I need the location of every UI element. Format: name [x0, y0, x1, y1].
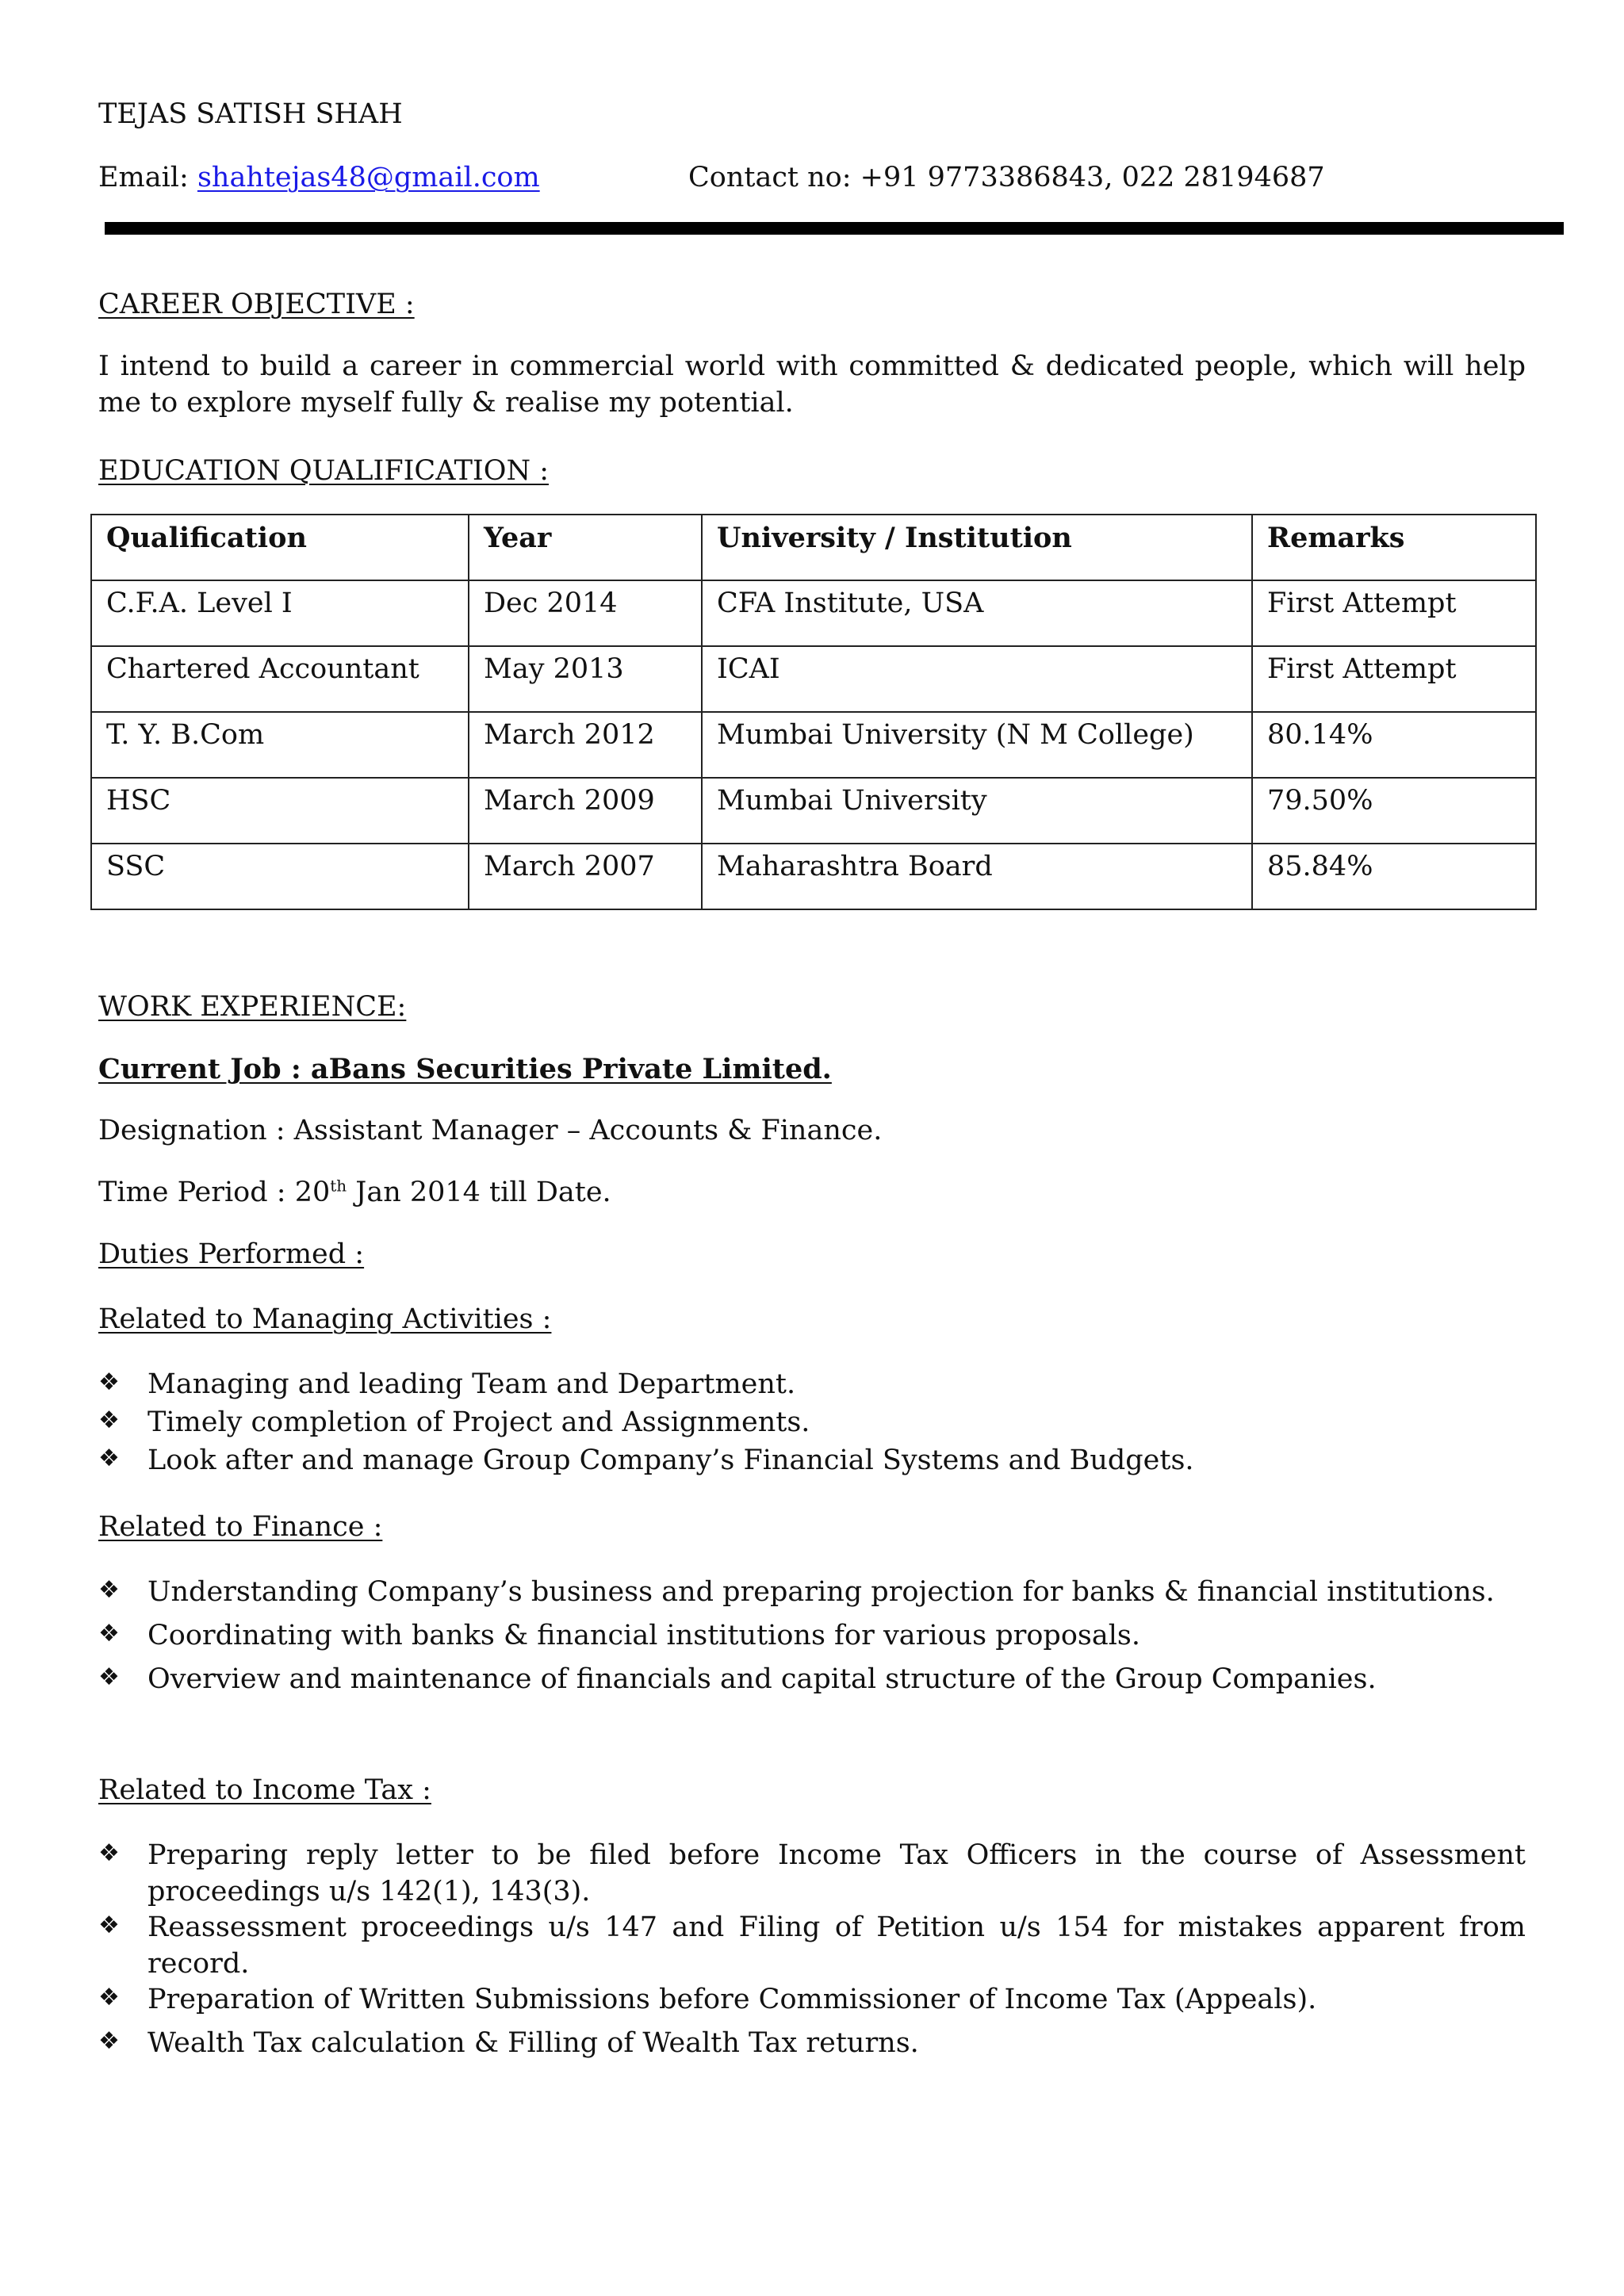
institution-cell: Mumbai University	[702, 778, 1252, 844]
table-row	[91, 580, 1536, 646]
qualification-cell: T. Y. B.Com	[91, 712, 469, 778]
table-row	[91, 646, 1536, 712]
column-header: University / Institution	[702, 515, 1252, 580]
remarks-cell: First Attempt	[1252, 580, 1536, 646]
duties-heading: Duties Performed :	[98, 1238, 365, 1270]
list-item: ❖ Managing and leading Team and Department.	[98, 1368, 796, 1400]
list-item: ❖ Look after and manage Group Company’s Financial Systems and Budgets.	[98, 1445, 1194, 1476]
email-link[interactable]: shahtejas48@gmail.com	[197, 162, 540, 193]
bullet-icon: ❖	[98, 1576, 120, 1604]
year-cell: March 2007	[469, 844, 702, 909]
year-cell: March 2009	[469, 778, 702, 844]
institution-cell: CFA Institute, USA	[702, 580, 1252, 646]
time-period-text	[98, 1175, 611, 1211]
current-job-title: Current Job : aBans Securities Private Limited.	[98, 1053, 832, 1085]
managing-heading: Related to Managing Activities :	[98, 1303, 552, 1335]
table-row	[91, 844, 1536, 909]
list-item: ❖ Wealth Tax calculation & Filling of Wealth Tax returns.	[98, 2027, 919, 2059]
bullet-icon: ❖	[98, 1984, 120, 2011]
bullet-icon: ❖	[98, 1911, 120, 1939]
finance-list	[98, 1575, 1526, 1705]
career-objective-text: I intend to build a career in commercial world with committed & dedicated people, which will help me to explore myself fully & realise my potential.	[98, 350, 1526, 419]
income-tax-heading: Related to Income Tax :	[98, 1774, 431, 1806]
list-item: ❖ Reassessment proceedings u/s 147 and Filing of Petition u/s 154 for mistakes apparent from record.	[98, 1911, 1526, 1980]
bullet-icon: ❖	[98, 1663, 120, 1691]
table-row	[91, 712, 1536, 778]
year-cell: May 2013	[469, 646, 702, 712]
time-period-prefix: Time Period : 20	[98, 1177, 331, 1208]
column-header: Remarks	[1252, 515, 1536, 580]
institution-cell: ICAI	[702, 646, 1252, 712]
remarks-cell: 80.14%	[1252, 712, 1536, 778]
time-period-superscript: th	[330, 1176, 347, 1196]
bullet-icon: ❖	[98, 1406, 120, 1434]
table-row	[91, 778, 1536, 844]
column-header: Year	[469, 515, 702, 580]
qualification-cell: HSC	[91, 778, 469, 844]
bullet-icon: ❖	[98, 1839, 120, 1867]
list-item: ❖ Timely completion of Project and Assignments.	[98, 1406, 810, 1438]
table-header-row	[91, 515, 1536, 580]
managing-list	[98, 1367, 1526, 1481]
finance-heading: Related to Finance :	[98, 1511, 383, 1543]
header-divider	[105, 222, 1564, 235]
bullet-icon: ❖	[98, 1445, 120, 1472]
list-item: ❖ Preparation of Written Submissions before Commissioner of Income Tax (Appeals).	[98, 1984, 1317, 2015]
email-label: Email:	[98, 162, 189, 193]
education-heading: EDUCATION QUALIFICATION :	[98, 455, 549, 487]
candidate-name: TEJAS SATISH SHAH	[98, 98, 403, 130]
bullet-icon: ❖	[98, 1368, 120, 1396]
designation-text: Designation : Assistant Manager – Accounts & Finance.	[98, 1115, 883, 1146]
email-line	[98, 160, 540, 197]
qualification-cell: SSC	[91, 844, 469, 909]
work-experience-heading: WORK EXPERIENCE:	[98, 991, 407, 1023]
list-item: ❖ Overview and maintenance of financials and capital structure of the Group Companies.	[98, 1663, 1377, 1695]
income-tax-list	[98, 1838, 1526, 2069]
remarks-cell: First Attempt	[1252, 646, 1536, 712]
career-objective-heading: CAREER OBJECTIVE :	[98, 289, 415, 320]
bullet-icon: ❖	[98, 1620, 120, 1647]
remarks-cell: 85.84%	[1252, 844, 1536, 909]
list-item: ❖ Coordinating with banks & financial institutions for various proposals.	[98, 1620, 1141, 1651]
qualification-cell: C.F.A. Level I	[91, 580, 469, 646]
institution-cell: Mumbai University (N M College)	[702, 712, 1252, 778]
institution-cell: Maharashtra Board	[702, 844, 1252, 909]
education-table	[90, 514, 1537, 910]
list-item: ❖ Understanding Company’s business and preparing projection for banks & financial institutions.	[98, 1576, 1495, 1608]
year-cell: Dec 2014	[469, 580, 702, 646]
contact-line: Contact no: +91 9773386843, 022 28194687	[688, 162, 1325, 193]
qualification-cell: Chartered Accountant	[91, 646, 469, 712]
bullet-icon: ❖	[98, 2027, 120, 2055]
column-header: Qualification	[91, 515, 469, 580]
year-cell: March 2012	[469, 712, 702, 778]
list-item: ❖ Preparing reply letter to be filed before Income Tax Officers in the course of Assessment proceedings u/s 142(1), 143(3).	[98, 1839, 1526, 1908]
time-period-suffix: Jan 2014 till Date.	[347, 1177, 611, 1208]
remarks-cell: 79.50%	[1252, 778, 1536, 844]
